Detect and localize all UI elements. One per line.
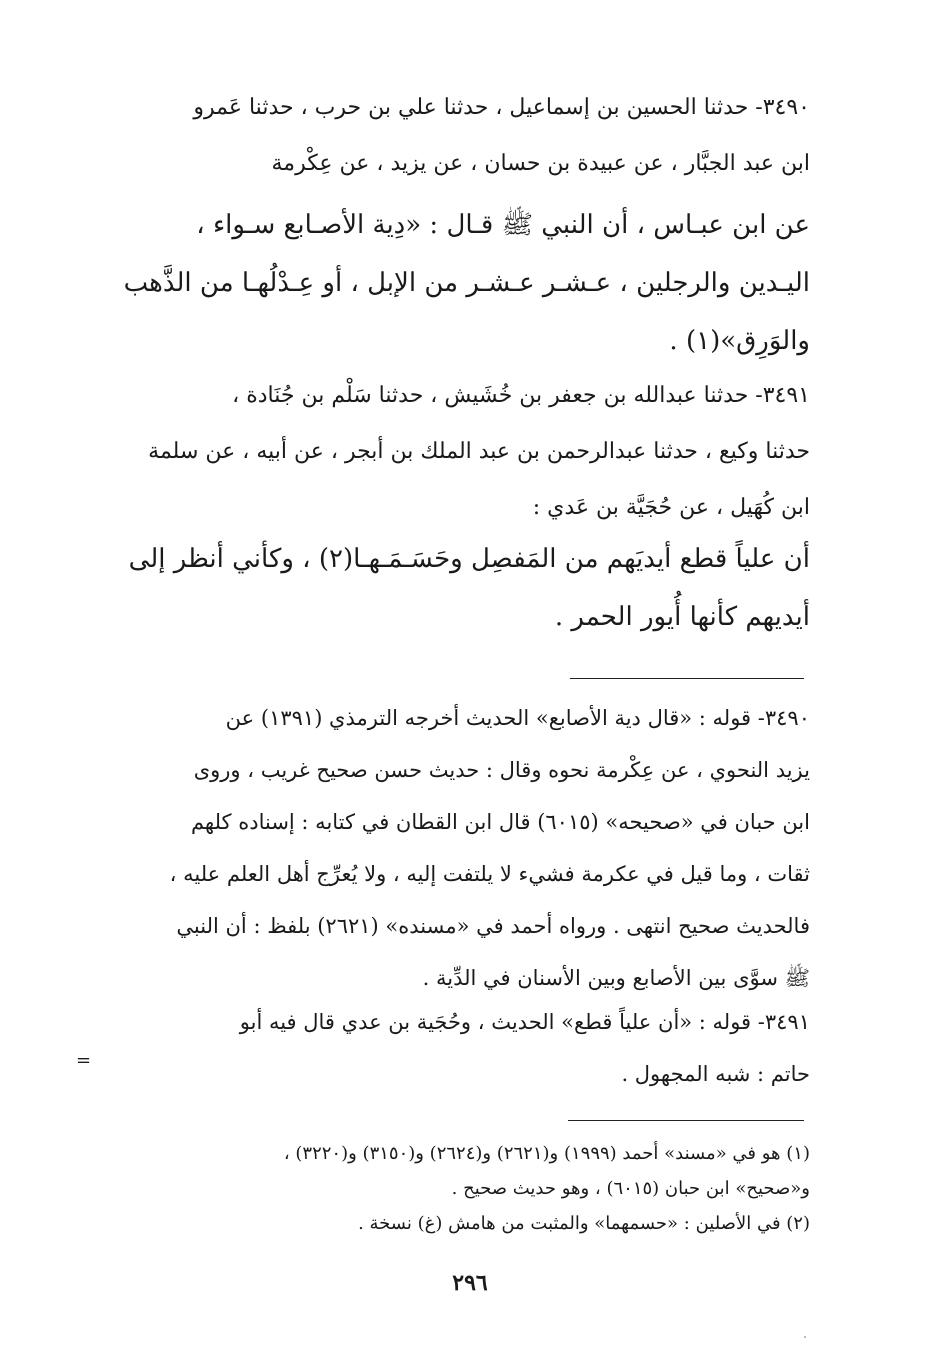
text-line: عن ابن عبـاس ، أن النبي ﷺ قـال : «دِية الأصـابع سـواء ، xyxy=(196,210,810,240)
text-line: يزيد النحوي ، عن عِكْرمة نحوه وقال : حديث حسن صحيح غريب ، وروى xyxy=(193,758,810,782)
hadith-3491-chain xyxy=(100,368,810,536)
scan-speck xyxy=(804,1336,806,1338)
text-line: فالحديث صحيح انتهى . ورواه أحمد في «مسنده» (٢٦٢١) بلفظ : أن النبي xyxy=(176,914,810,938)
text-line: حاتم : شبه المجهول . xyxy=(621,1062,810,1086)
text-line: ٣٤٩١- قوله : «أن علياً قطع» الحديث ، وحُجَية بن عدي قال فيه أبو xyxy=(239,1010,810,1034)
footnote-line: (٢) في الأصلين : «حسمهما» والمثبت من هامش (غ) نسخة . xyxy=(358,1213,810,1234)
footnote-line: و«صحيح» ابن حبان (٦٠١٥) ، وهو حديث صحيح . xyxy=(451,1178,810,1199)
text-line: والوَرِق»(١) . xyxy=(669,326,810,356)
footnote-line: (١) هو في «مسند» أحمد (١٩٩٩) و(٢٦٢١) و(٢٦٢٤) و(٣١٥٠) و(٣٢٢٠) ، xyxy=(283,1143,810,1164)
text-line: ابن عبد الجبَّار ، عن عبيدة بن حسان ، عن يزيد ، عن عِكْرمة xyxy=(271,151,810,176)
footnotes xyxy=(96,1136,810,1241)
text-line: ٣٤٩٠- حدثنا الحسين بن إسماعيل ، حدثنا علي بن حرب ، حدثنا عَمرو xyxy=(193,95,810,120)
text-line: ابن حبان في «صحيحه» (٦٠١٥) قال ابن القطان في كتابه : إسناده كلهم xyxy=(190,810,810,834)
text-line: حدثنا وكيع ، حدثنا عبدالرحمن بن عبد الملك بن أبجر ، عن أبيه ، عن سلمة xyxy=(148,439,810,464)
text-line: ٣٤٩٠- قوله : «قال دية الأصابع» الحديث أخرجه الترمذي (١٣٩١) عن xyxy=(225,706,810,730)
footnote-rule xyxy=(568,1120,804,1121)
text-line: ٣٤٩١- حدثنا عبدالله بن جعفر بن خُشَيش ، حدثنا سَلْم بن جُنَادة ، xyxy=(232,383,810,408)
text-line: ﷺ سوَّى بين الأصابع وبين الأسنان في الدِّية . xyxy=(422,966,810,990)
hadith-3490-matn xyxy=(100,196,810,370)
hadith-3490-chain xyxy=(100,80,810,192)
text-line: ابن كُهَيل ، عن حُجَيَّة بن عَدي : xyxy=(532,495,810,520)
commentary-3491 xyxy=(100,996,810,1100)
hadith-3491-matn xyxy=(100,530,810,646)
text-line: ثقات ، وما قيل في عكرمة فشيء لا يلتفت إليه ، ولا يُعرِّج أهل العلم عليه ، xyxy=(169,862,810,886)
commentary-3490 xyxy=(100,692,810,1004)
separator-rule xyxy=(570,678,804,679)
text-line: اليـدين والرجلين ، عـشـر عـشـر من الإبل ، أو عِـدْلُهـا من الذَّهب xyxy=(123,268,810,298)
page-number: ٢٩٦ xyxy=(452,1270,488,1296)
margin-mark: = xyxy=(76,1050,92,1071)
text-line: أن علياً قطع أيديَهم من المَفصِل وحَسَـمَـهـا(٢) ، وكأني أنظر إلى xyxy=(128,544,810,574)
text-line: أيديهم كأنها أُيور الحمر . xyxy=(554,602,810,632)
